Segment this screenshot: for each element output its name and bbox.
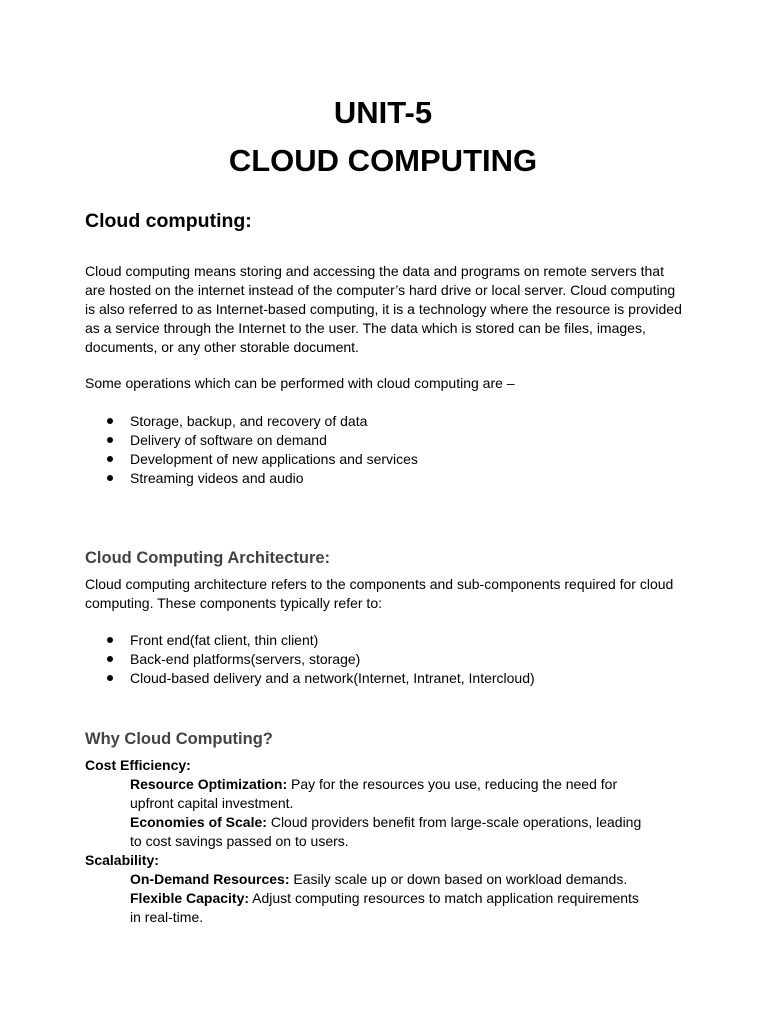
benefit-term: Flexible Capacity: xyxy=(130,890,250,906)
list-item xyxy=(85,412,418,431)
benefit-term: Economies of Scale: xyxy=(130,814,267,830)
list-item-text: Back-end platforms(servers, storage) xyxy=(130,651,361,667)
list-item xyxy=(85,450,418,469)
architecture-list xyxy=(85,631,535,688)
category-heading: Cost Efficiency: xyxy=(85,757,191,773)
bullet-icon xyxy=(107,656,113,662)
bullet-icon xyxy=(107,637,113,643)
bullet-icon xyxy=(107,456,113,462)
benefit-item xyxy=(85,813,650,851)
list-item-text: Streaming videos and audio xyxy=(130,470,304,486)
architecture-paragraph: Cloud computing architecture refers to the components and sub-components required for cloud computing. These components typically refer to: xyxy=(85,576,674,611)
section-heading-why-cloud: Why Cloud Computing? xyxy=(85,730,273,748)
category-heading: Scalability: xyxy=(85,852,159,868)
benefit-desc: Pay for the resources you use, reducing the need for upfront capital investment. xyxy=(130,776,618,811)
list-item-text: Development of new applications and services xyxy=(130,451,418,467)
benefit-desc: Cloud providers benefit from large-scale operations, leading to cost savings passed on to users. xyxy=(130,814,642,849)
list-item xyxy=(85,650,535,669)
list-item xyxy=(85,431,418,450)
benefit-term: On-Demand Resources: xyxy=(130,871,290,887)
intro-paragraph: Cloud computing means storing and accessing the data and programs on remote servers that are hosted on the internet instead of the computer’s hard drive or local server. Cloud computing is also referred to as Internet-based computing, it is a technology where the resource is provided as a service through the Internet to the user. The data which is stored can be files, images, documents, or any other storable document. xyxy=(85,263,682,355)
benefit-desc: Adjust computing resources to match application requirements in real-time. xyxy=(130,890,639,925)
section-heading-cloud-computing: Cloud computing: xyxy=(85,210,252,232)
list-item-text: Front end(fat client, thin client) xyxy=(130,632,319,648)
list-item xyxy=(85,631,535,650)
list-item-text: Delivery of software on demand xyxy=(130,432,327,448)
benefit-item xyxy=(85,889,650,927)
benefit-desc: Easily scale up or down based on workload demands. xyxy=(289,871,628,887)
list-item xyxy=(85,669,535,688)
bullet-icon xyxy=(107,675,113,681)
benefit-item xyxy=(85,775,650,813)
benefit-item xyxy=(85,870,650,889)
section-heading-architecture: Cloud Computing Architecture: xyxy=(85,549,331,567)
document-title: CLOUD COMPUTING xyxy=(228,143,538,178)
bullet-icon xyxy=(107,418,113,424)
why-cloud-block xyxy=(85,756,685,927)
unit-title: UNIT-5 xyxy=(333,95,433,130)
operations-list xyxy=(85,412,418,488)
list-item-text: Storage, backup, and recovery of data xyxy=(130,413,368,429)
bullet-icon xyxy=(107,475,113,481)
benefit-term: Resource Optimization: xyxy=(130,776,288,792)
operations-intro: Some operations which can be performed with cloud computing are – xyxy=(85,375,515,391)
list-item-text: Cloud-based delivery and a network(Internet, Intranet, Intercloud) xyxy=(130,670,535,686)
list-item xyxy=(85,469,418,488)
bullet-icon xyxy=(107,437,113,443)
